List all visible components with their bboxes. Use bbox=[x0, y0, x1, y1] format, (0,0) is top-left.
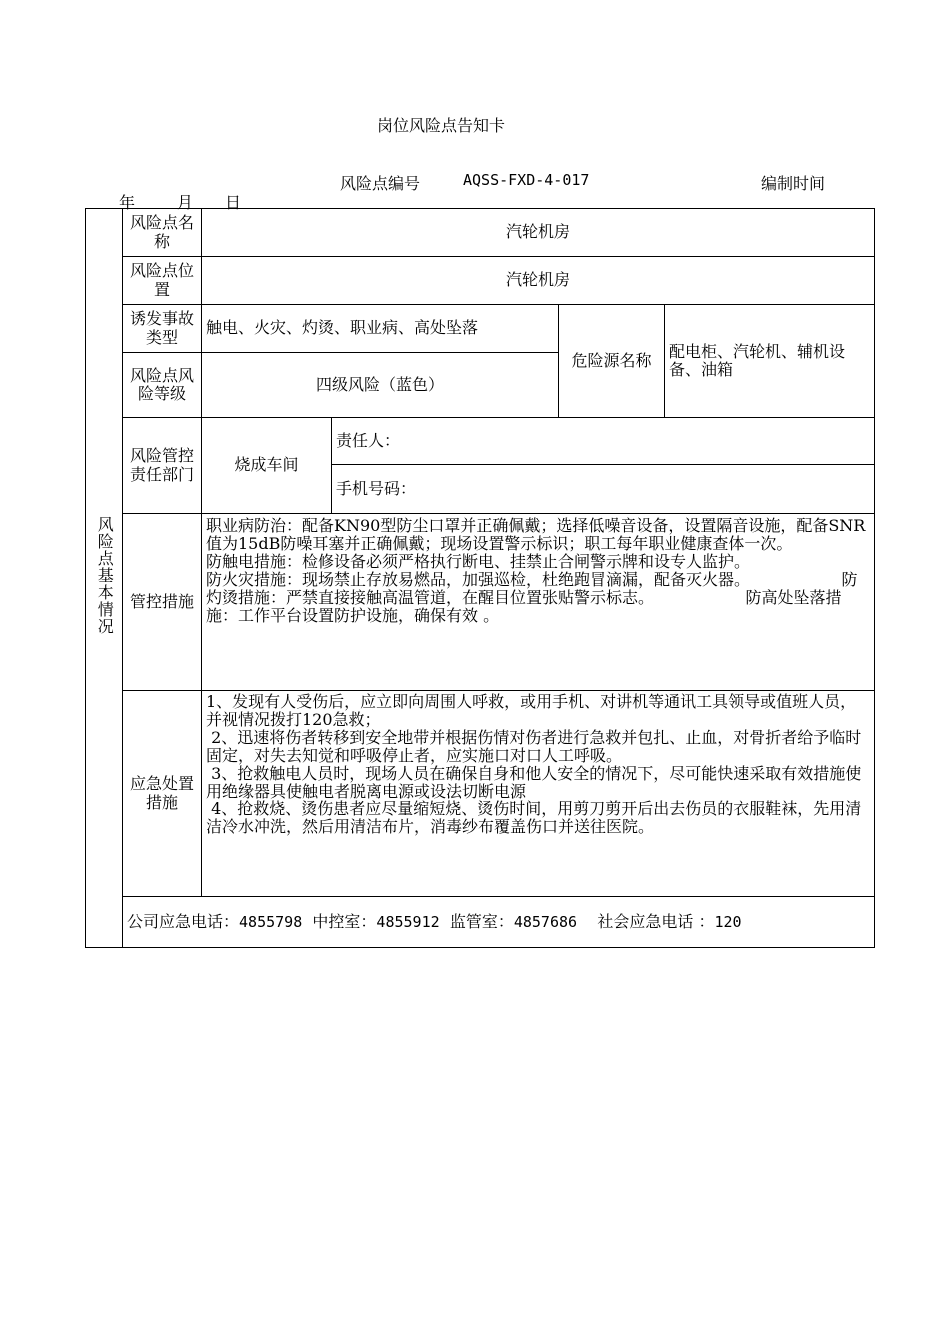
side-label-cell bbox=[86, 209, 123, 948]
emergency-measures-text bbox=[202, 691, 875, 897]
risk-name-label: 风险点名称 bbox=[123, 209, 202, 257]
risk-code-value: AQSS-FXD-4-017 bbox=[463, 171, 590, 189]
risk-card-table bbox=[85, 208, 875, 948]
measures-paragraph: 职业病防治：配备KN90型防尘口罩并正确佩戴；选择低噪音设备，设置隔音设施，配备SNR值为15dB防噪耳塞并正确佩戴；现场设置警示标识；职工每年职业健康查体一次。 bbox=[206, 516, 866, 553]
card-title: 岗位风险点告知卡 bbox=[377, 116, 506, 135]
risk-level-label: 风险点风险等级 bbox=[123, 353, 202, 418]
risk-location-label: 风险点位置 bbox=[123, 257, 202, 305]
control-room-label: 中控室： bbox=[312, 911, 377, 931]
social-emergency-phone: 120 bbox=[714, 912, 742, 931]
company-phone-label: 公司应急电话： bbox=[127, 911, 240, 931]
risk-level-value: 四级风险（蓝色） bbox=[202, 353, 559, 418]
control-dept-value: 烧成车间 bbox=[202, 418, 332, 514]
risk-location-value: 汽轮机房 bbox=[202, 257, 875, 305]
control-room-phone: 4855912 bbox=[376, 912, 440, 931]
date-year-label: 年 bbox=[119, 193, 136, 212]
compile-date-label: 编制时间 bbox=[761, 174, 826, 193]
risk-code-label: 风险点编号 bbox=[340, 174, 421, 193]
social-emergency-label: 社会应急电话 ： bbox=[597, 911, 715, 931]
hazard-name-value: 配电柜、汽轮机、辅机设备、油箱 bbox=[665, 305, 875, 418]
phone-number-field: 手机号码： bbox=[332, 465, 875, 514]
hazard-name-label: 危险源名称 bbox=[559, 305, 665, 418]
supervision-room-phone: 4857686 bbox=[513, 912, 578, 931]
accident-type-label: 诱发事故类型 bbox=[123, 305, 202, 353]
emergency-paragraph: 4、抢救烧、烫伤患者应尽量缩短烧、烫伤时间，用剪刀剪开后出去伤员的衣服鞋袜，先用清洁冷水冲洗，然后用清洁布片，消毒纱布覆盖伤口并送往医院。 bbox=[206, 799, 862, 837]
accident-type-value: 触电、火灾、灼烫、职业病、高处坠落 bbox=[202, 305, 559, 353]
control-measures-label: 管控措施 bbox=[123, 514, 202, 691]
emergency-paragraph: 3、抢救触电人员时，现场人员在确保自身和他人安全的情况下，尽可能快速采取有效措施使用绝缘器具使触电者脱离电源或设法切断电源 bbox=[206, 763, 862, 801]
emergency-phone-footer bbox=[123, 897, 875, 948]
emergency-measures-label: 应急处置措施 bbox=[123, 691, 202, 897]
measures-paragraph: 防触电措施：检修设备必须严格执行断电、挂禁止合闸警示牌和设专人监护。 防火灾措施：现场禁止存放易燃品，加强巡检，杜绝跑冒滴漏，配备灭火器。 防灼烫措施：严禁直接接触高温管道，在醒目位置张贴警示标志。 防高处坠落措施：工作平台设置防护设施，确保有效 。 bbox=[206, 551, 873, 625]
control-dept-label: 风险管控责任部门 bbox=[123, 418, 202, 514]
emergency-paragraph: 2、迅速将伤者转移到安全地带并根据伤情对伤者进行急救并包扎、止血，对骨折者给予临时固定，对失去知觉和呼吸停止者，应实施口对口人工呼吸。 bbox=[206, 727, 862, 765]
company-phone: 4855798 bbox=[239, 912, 303, 931]
side-label: 风险点基本情况 bbox=[95, 516, 115, 636]
risk-name-value: 汽轮机房 bbox=[202, 209, 875, 257]
date-day-label: 日 bbox=[225, 193, 242, 212]
emergency-paragraph: 1、发现有人受伤后，应立即向周围人呼救，或用手机、对讲机等通讯工具领导或值班人员，并视情况拨打120急救； bbox=[206, 692, 857, 729]
responsible-person-field: 责任人： bbox=[332, 418, 875, 465]
supervision-room-label: 监管室： bbox=[449, 911, 514, 931]
date-month-label: 月 bbox=[177, 193, 194, 212]
control-measures-text bbox=[202, 514, 875, 691]
